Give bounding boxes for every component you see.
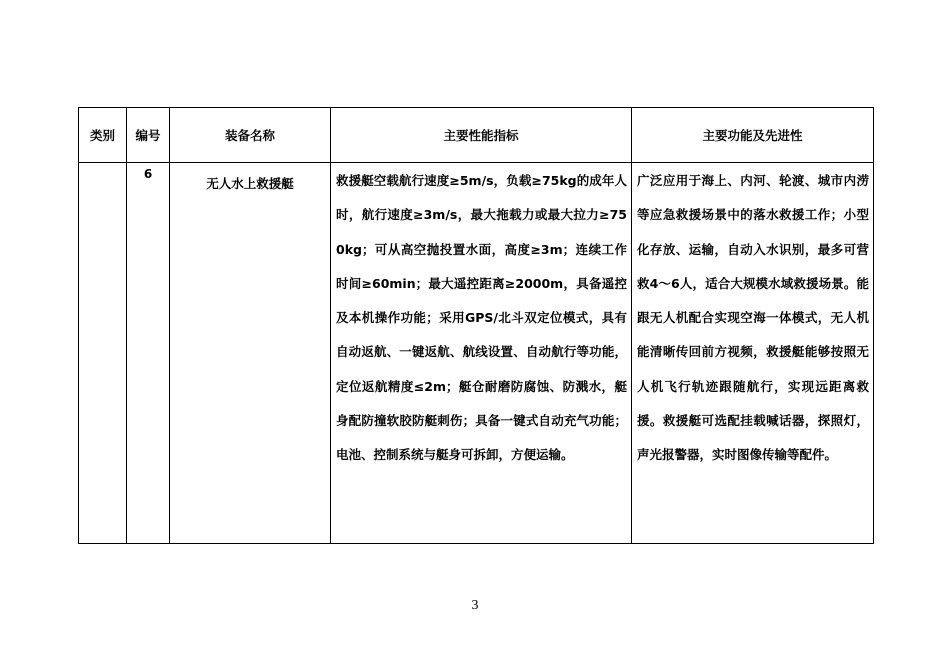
performance-text: 救援艇空载航行速度≥5m/s，负载≥75kg的成年人时，航行速度≥3m/s，最大拖载力或最大拉力≥750kg；可从高空抛投置水面，高度≥3m；连续工作时间≥60min；最大遥控距离≥2000m，具备遥控及本机操作功能；采用GPS/北斗双定位模式，具有自动返航、一键返航、航线设置、自动航行等功能，定位返航精度≤2m；艇仓耐磨防腐蚀、防溅水，艇身配防撞软胶防艇刺伤；具备一键式自动充气功能；电池、控制系统与艇身可拆卸，方便运输。 — [336, 173, 627, 463]
table-header-row — [79, 108, 874, 163]
header-performance: 主要性能指标 — [331, 108, 632, 163]
cell-category — [79, 163, 127, 544]
page-number: 3 — [471, 598, 479, 613]
header-category: 类别 — [79, 108, 127, 163]
header-functions: 主要功能及先进性 — [632, 108, 874, 163]
table-row — [79, 163, 874, 544]
cell-equipment-name: 无人水上救援艇 — [170, 163, 331, 544]
header-equipment-name: 装备名称 — [170, 108, 331, 163]
equipment-spec-table — [78, 107, 874, 544]
cell-performance — [331, 163, 632, 544]
functions-text: 广泛应用于海上、内河、轮渡、城市内涝等应急救援场景中的落水救援工作；小型化存放、运输，自动入水识别，最多可营救4～6人，适合大规模水域救援场景。能跟无人机配合实现空海一体模式，无人机能清晰传回前方视频，救援艇能够按照无人机飞行轨迹跟随航行，实现远距离救援。救援艇可选配挂载喊话器，探照灯，声光报警器，实时图像传输等配件。 — [637, 173, 869, 463]
header-number: 编号 — [127, 108, 170, 163]
cell-functions — [632, 163, 874, 544]
cell-number: 6 — [127, 163, 170, 544]
